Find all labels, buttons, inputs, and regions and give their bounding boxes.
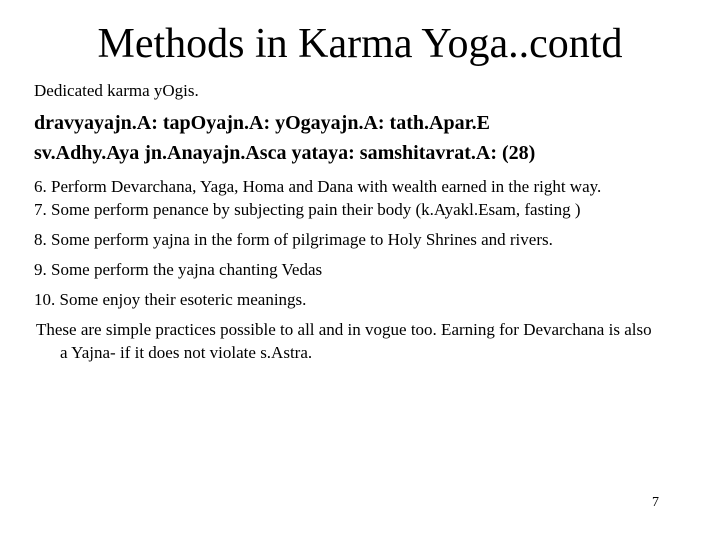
point-item: 9. Some perform the yajna chanting Vedas <box>34 260 323 279</box>
point-item: 8. Some perform yajna in the form of pilgrimage to Holy Shrines and rivers. <box>34 230 553 249</box>
points-list <box>34 175 694 364</box>
point-item: 6. Perform Devarchana, Yaga, Homa and Dana with wealth earned in the right way. <box>34 177 602 196</box>
slide-subtitle: Dedicated karma yOgis. <box>34 81 199 100</box>
verse-block <box>34 108 535 168</box>
verse-line-2: sv.Adhy.Aya jn.Anayajn.Asca yataya: samshitavrat.A: (28) <box>34 142 536 164</box>
page-number: 7 <box>652 495 659 510</box>
point-item: 10. Some enjoy their esoteric meanings. <box>34 290 307 309</box>
slide-title: Methods in Karma Yoga..contd <box>97 21 623 67</box>
point-item: 7. Some perform penance by subjecting pain their body (k.Ayakl.Esam, fasting ) <box>34 200 581 219</box>
closing-note: These are simple practices possible to all and in vogue too. Earning for Devarchana is also a Yajna- if it does not violate s.Astra. <box>36 320 652 362</box>
verse-line-1: dravyayajn.A: tapOyajn.A: yOgayajn.A: tath.Apar.E <box>34 112 490 134</box>
